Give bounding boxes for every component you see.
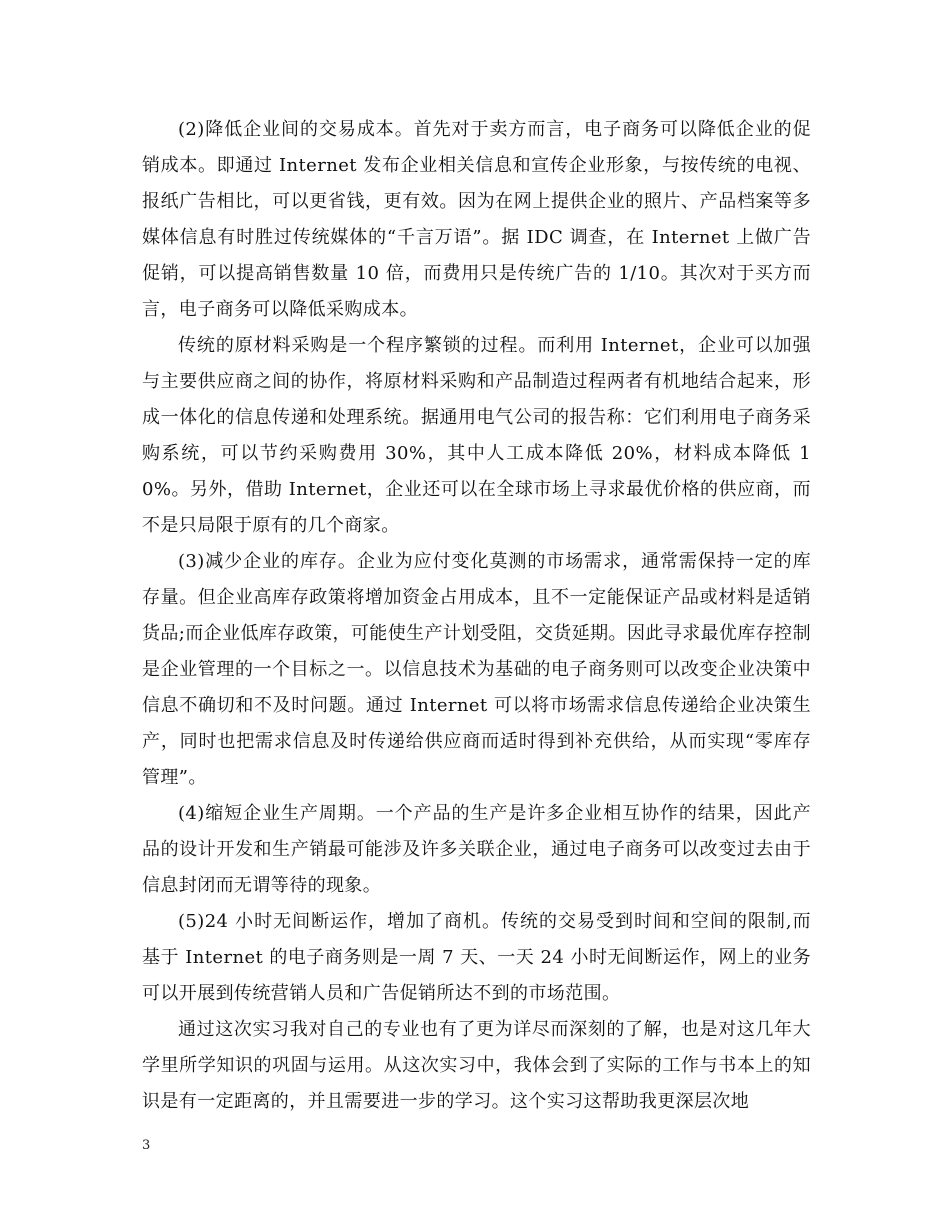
page-number: 3: [142, 1138, 151, 1153]
body-text: [142, 112, 811, 1120]
paragraph-internship-reflection: 通过这次实习我对自己的专业也有了更为详尽而深刻的了解，也是对这几年大学里所学知识的巩固与运用。从这次实习中，我体会到了实际的工作与书本上的知识是有一定距离的，并且需要进一步的学习。这个实习这帮助我更深层次地: [142, 1019, 811, 1112]
paragraph-transaction-cost: (2)降低企业间的交易成本。首先对于卖方而言，电子商务可以降低企业的促销成本。即通过 Internet 发布企业相关信息和宣传企业形象，与按传统的电视、报纸广告相比，可以更省钱，更有效。因为在网上提供企业的照片、产品档案等多媒体信息有时胜过传统媒体的“千言万语”。据 IDC 调查，在 Internet 上做广告促销，可以提高销售数量 10 倍，而费用只是传统广告的 1/10。其次对于买方而言，电子商务可以降低采购成本。: [142, 119, 811, 320]
paragraph-procurement: 传统的原材料采购是一个程序繁锁的过程。而利用 Internet，企业可以加强与主要供应商之间的协作，将原材料采购和产品制造过程两者有机地结合起来，形成一体化的信息传递和处理系统。据通用电气公司的报告称：它们利用电子商务采购系统，可以节约采购费用 30%，其中人工成本降低 20%，材料成本降低 10%。另外，借助 Internet，企业还可以在全球市场上寻求最优价格的供应商，而不是只局限于原有的几个商家。: [142, 335, 811, 536]
paragraph-inventory: (3)减少企业的库存。企业为应付变化莫测的市场需求，通常需保持一定的库存量。但企业高库存政策将增加资金占用成本，且不一定能保证产品或材料是适销货品;而企业低库存政策，可能使生产计划受阻，交货延期。因此寻求最优库存控制是企业管理的一个目标之一。以信息技术为基础的电子商务则可以改变企业决策中信息不确切和不及时问题。通过 Internet 可以将市场需求信息传递给企业决策生产，同时也把需求信息及时传递给供应商而适时得到补充供给，从而实现“零库存管理”。: [142, 551, 811, 788]
paragraph-production-cycle: (4)缩短企业生产周期。一个产品的生产是许多企业相互协作的结果，因此产品的设计开发和生产销最可能涉及许多关联企业，通过电子商务可以改变过去由于信息封闭而无谓等待的现象。: [142, 803, 811, 896]
paragraph-24-hour-operation: (5)24 小时无间断运作，增加了商机。传统的交易受到时间和空间的限制,而基于 Internet 的电子商务则是一周 7 天、一天 24 小时无间断运作，网上的业务可以开展到传统营销人员和广告促销所达不到的市场范围。: [142, 911, 811, 1004]
